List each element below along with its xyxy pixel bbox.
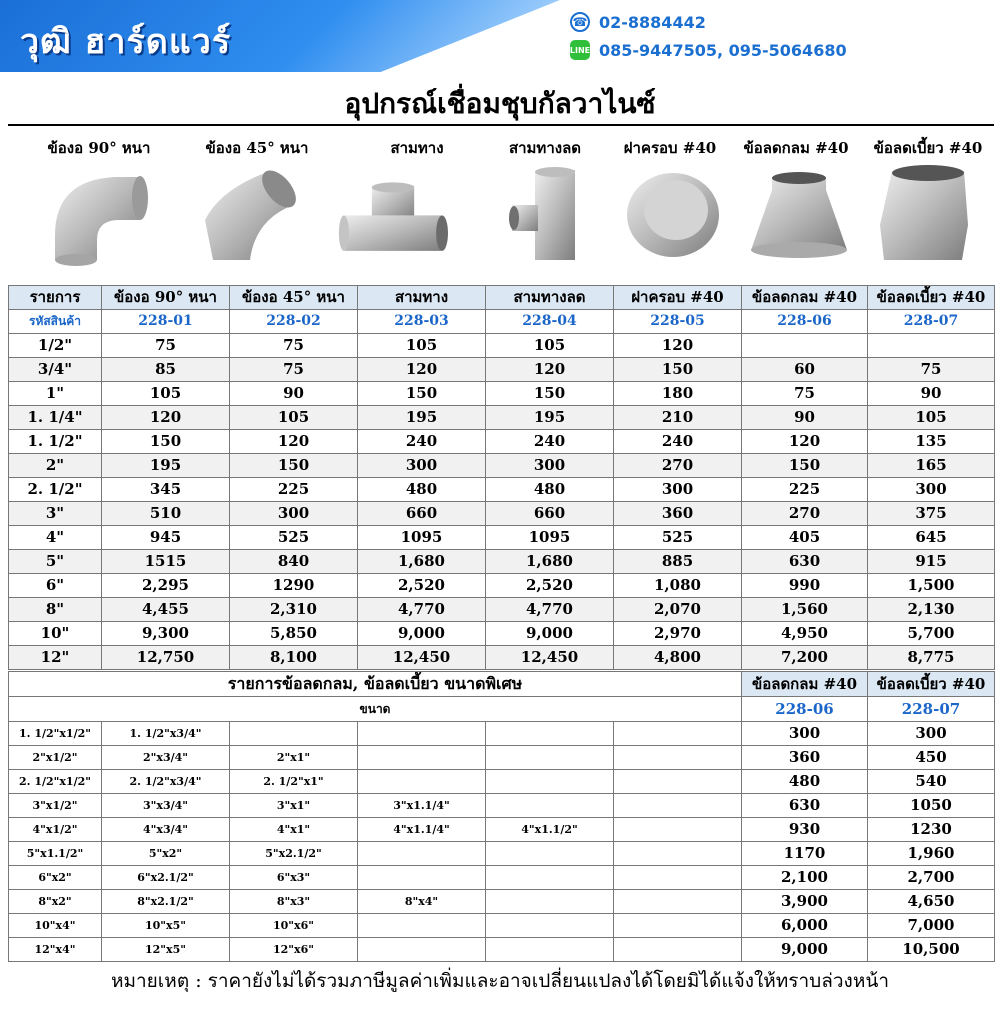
column-header: รายการ	[9, 286, 102, 310]
size-cell: 1"	[9, 382, 102, 406]
table-row	[9, 478, 995, 502]
table-row	[9, 382, 995, 406]
price-cell: 480	[742, 770, 868, 794]
price-cell: 150	[230, 454, 358, 478]
reducer-size-cell	[358, 770, 486, 794]
product-code: 228-06	[742, 310, 868, 334]
price-cell: 9,300	[102, 622, 230, 646]
reducer-size-cell: 4"x1.1/4"	[358, 818, 486, 842]
reducer-size-cell	[486, 794, 614, 818]
elbow-45-image	[195, 165, 305, 270]
reducer-size-cell	[614, 722, 742, 746]
product-code: 228-04	[486, 310, 614, 334]
price-cell: 120	[358, 358, 486, 382]
size-cell: 4"	[9, 526, 102, 550]
price-cell: 450	[868, 746, 995, 770]
reducer-size-cell: 8"x2"	[9, 890, 102, 914]
price-cell: 2,295	[102, 574, 230, 598]
special-header-row	[9, 672, 995, 697]
price-cell: 225	[742, 478, 868, 502]
price-cell: 105	[230, 406, 358, 430]
page-title: อุปกรณ์เชื่อมชุบกัลวาไนซ์	[344, 87, 656, 120]
column-header: สามทางลด	[486, 286, 614, 310]
price-cell: 2,070	[614, 598, 742, 622]
price-cell: 300	[486, 454, 614, 478]
price-cell: 360	[742, 746, 868, 770]
price-cell: 240	[486, 430, 614, 454]
price-cell: 1170	[742, 842, 868, 866]
price-cell: 1095	[358, 526, 486, 550]
price-cell: 4,770	[358, 598, 486, 622]
price-cell: 120	[614, 334, 742, 358]
reducer-size-cell: 8"x3"	[230, 890, 358, 914]
price-cell: 12,450	[358, 646, 486, 670]
reducer-size-cell	[230, 722, 358, 746]
price-cell: 240	[614, 430, 742, 454]
reducer-size-cell: 3"x3/4"	[102, 794, 230, 818]
price-cell: 525	[230, 526, 358, 550]
price-cell: 885	[614, 550, 742, 574]
reducer-size-cell	[614, 794, 742, 818]
table-row	[9, 818, 995, 842]
price-cell: 300	[230, 502, 358, 526]
reducer-size-cell: 10"x5"	[102, 914, 230, 938]
price-cell: 2,520	[486, 574, 614, 598]
size-cell: 6"	[9, 574, 102, 598]
product-code: 228-05	[614, 310, 742, 334]
size-cell: 12"	[9, 646, 102, 670]
reducer-size-cell: 3"x1.1/4"	[358, 794, 486, 818]
table-row	[9, 406, 995, 430]
price-cell: 480	[358, 478, 486, 502]
line-app-icon: LINE	[570, 40, 590, 60]
price-cell: 990	[742, 574, 868, 598]
reducer-size-cell	[358, 866, 486, 890]
reducer-size-cell: 3"x1"	[230, 794, 358, 818]
size-cell: 3"	[9, 502, 102, 526]
price-cell: 270	[742, 502, 868, 526]
reducer-size-cell: 6"x3"	[230, 866, 358, 890]
table-row	[9, 746, 995, 770]
size-cell: 1/2"	[9, 334, 102, 358]
table-row	[9, 550, 995, 574]
price-cell: 630	[742, 550, 868, 574]
elbow-90-image	[45, 165, 155, 270]
price-cell: 120	[742, 430, 868, 454]
size-cell: 10"	[9, 622, 102, 646]
product-code: 228-07	[868, 697, 995, 722]
reducer-size-cell	[358, 914, 486, 938]
product-label: ข้อลดเบี้ยว #40	[873, 139, 983, 157]
special-size-table	[8, 671, 995, 962]
table-row	[9, 794, 995, 818]
contact-phone	[570, 12, 706, 32]
price-cell: 90	[868, 382, 995, 406]
table-row	[9, 334, 995, 358]
reducer-size-cell	[486, 866, 614, 890]
column-header: ข้อลดกลม #40	[742, 286, 868, 310]
price-cell: 4,950	[742, 622, 868, 646]
table-header-row	[9, 286, 995, 310]
reducer-size-cell	[486, 770, 614, 794]
size-cell: 5"	[9, 550, 102, 574]
price-cell: 90	[742, 406, 868, 430]
price-cell: 9,000	[742, 938, 868, 962]
price-cell: 300	[868, 722, 995, 746]
phone-icon: ☎	[570, 12, 590, 32]
price-cell: 1,500	[868, 574, 995, 598]
table-row	[9, 502, 995, 526]
price-cell: 10,500	[868, 938, 995, 962]
table-row	[9, 722, 995, 746]
price-cell: 12,450	[486, 646, 614, 670]
table-row	[9, 358, 995, 382]
footnote: หมายเหตุ : ราคายังไม่ได้รวมภาษีมูลค่าเพิ่มและอาจเปลี่ยนแปลงได้โดยมิได้แจ้งให้ทราบล่วงหน้า	[110, 970, 890, 992]
reducing-tee-image	[500, 165, 610, 270]
product-code: 228-01	[102, 310, 230, 334]
price-cell: 120	[486, 358, 614, 382]
reducer-size-cell: 2"x1"	[230, 746, 358, 770]
price-cell: 150	[486, 382, 614, 406]
table-row	[9, 574, 995, 598]
price-cell: 1,960	[868, 842, 995, 866]
price-cell	[742, 334, 868, 358]
price-cell: 105	[102, 382, 230, 406]
table-row	[9, 646, 995, 670]
reducer-size-cell: 12"x6"	[230, 938, 358, 962]
column-header: ข้องอ 90° หนา	[102, 286, 230, 310]
price-cell: 4,455	[102, 598, 230, 622]
product-code: 228-07	[868, 310, 995, 334]
table-row	[9, 430, 995, 454]
reducer-size-cell: 5"x1.1/2"	[9, 842, 102, 866]
column-header: ข้อลดเบี้ยว #40	[868, 286, 995, 310]
table-row	[9, 890, 995, 914]
price-cell: 2,130	[868, 598, 995, 622]
price-cell: 2,700	[868, 866, 995, 890]
price-cell: 195	[358, 406, 486, 430]
size-label: ขนาด	[9, 697, 742, 722]
phone-number: 02-8884442	[599, 12, 706, 32]
price-cell: 60	[742, 358, 868, 382]
price-cell: 210	[614, 406, 742, 430]
price-cell: 75	[102, 334, 230, 358]
price-cell: 135	[868, 430, 995, 454]
reducer-size-cell: 4"x1.1/2"	[486, 818, 614, 842]
price-cell: 150	[614, 358, 742, 382]
price-cell: 195	[102, 454, 230, 478]
reducer-size-cell	[614, 938, 742, 962]
price-cell: 360	[614, 502, 742, 526]
price-cell: 1,680	[358, 550, 486, 574]
product-code-row	[9, 310, 995, 334]
price-cell: 1,680	[486, 550, 614, 574]
concentric-reducer-image	[744, 165, 854, 270]
reducer-size-cell	[486, 914, 614, 938]
price-cell: 8,100	[230, 646, 358, 670]
price-cell: 75	[742, 382, 868, 406]
reducer-size-cell: 6"x2.1/2"	[102, 866, 230, 890]
reducer-size-cell: 8"x2.1/2"	[102, 890, 230, 914]
price-cell: 2,310	[230, 598, 358, 622]
reducer-size-cell: 10"x4"	[9, 914, 102, 938]
column-header: ฝาครอบ #40	[614, 286, 742, 310]
price-cell: 240	[358, 430, 486, 454]
special-code-row	[9, 697, 995, 722]
reducer-size-cell: 2. 1/2"x1"	[230, 770, 358, 794]
price-cell: 75	[230, 358, 358, 382]
price-cell: 150	[358, 382, 486, 406]
table-row	[9, 938, 995, 962]
size-cell: 1. 1/2"	[9, 430, 102, 454]
price-cell: 180	[614, 382, 742, 406]
price-cell: 2,970	[614, 622, 742, 646]
price-cell: 9,000	[486, 622, 614, 646]
reducer-size-cell: 2"x3/4"	[102, 746, 230, 770]
table-row	[9, 622, 995, 646]
reducer-size-cell	[614, 818, 742, 842]
reducer-size-cell	[614, 842, 742, 866]
size-cell: 1. 1/4"	[9, 406, 102, 430]
column-header: ข้อลดเบี้ยว #40	[868, 672, 995, 697]
price-cell: 165	[868, 454, 995, 478]
size-cell: 2. 1/2"	[9, 478, 102, 502]
reducer-size-cell: 10"x6"	[230, 914, 358, 938]
price-cell: 7,200	[742, 646, 868, 670]
mobile-numbers: 085-9447505, 095-5064680	[599, 40, 847, 60]
divider	[8, 124, 994, 126]
table-row	[9, 866, 995, 890]
price-cell: 300	[742, 722, 868, 746]
price-cell: 2,520	[358, 574, 486, 598]
price-cell: 150	[102, 430, 230, 454]
reducer-size-cell	[486, 746, 614, 770]
reducer-size-cell	[614, 866, 742, 890]
price-cell: 75	[868, 358, 995, 382]
product-code: 228-02	[230, 310, 358, 334]
price-cell: 1290	[230, 574, 358, 598]
price-cell: 930	[742, 818, 868, 842]
price-cell: 1050	[868, 794, 995, 818]
brand-logo: วุฒิ ฮาร์ดแวร์	[20, 22, 232, 62]
code-label: รหัสสินค้า	[9, 310, 102, 334]
price-cell: 4,650	[868, 890, 995, 914]
reducer-size-cell	[358, 746, 486, 770]
price-cell: 105	[486, 334, 614, 358]
reducer-size-cell: 6"x2"	[9, 866, 102, 890]
price-cell: 150	[742, 454, 868, 478]
table-row	[9, 454, 995, 478]
size-cell: 3/4"	[9, 358, 102, 382]
price-cell: 4,770	[486, 598, 614, 622]
reducer-size-cell: 4"x1/2"	[9, 818, 102, 842]
price-cell: 195	[486, 406, 614, 430]
price-cell: 945	[102, 526, 230, 550]
eccentric-reducer-image	[870, 165, 980, 270]
price-cell	[868, 334, 995, 358]
special-title: รายการข้อลดกลม, ข้อลดเบี้ยว ขนาดพิเศษ	[9, 672, 742, 697]
product-label: สามทาง	[390, 139, 444, 157]
product-code: 228-03	[358, 310, 486, 334]
reducer-size-cell: 5"x2.1/2"	[230, 842, 358, 866]
price-cell: 1,560	[742, 598, 868, 622]
price-cell: 660	[486, 502, 614, 526]
price-cell: 300	[614, 478, 742, 502]
price-cell: 8,775	[868, 646, 995, 670]
table-row	[9, 914, 995, 938]
price-cell: 525	[614, 526, 742, 550]
price-cell: 3,900	[742, 890, 868, 914]
product-code: 228-06	[742, 697, 868, 722]
reducer-size-cell	[614, 770, 742, 794]
reducer-size-cell	[358, 938, 486, 962]
price-cell: 630	[742, 794, 868, 818]
reducer-size-cell	[486, 842, 614, 866]
price-cell: 840	[230, 550, 358, 574]
reducer-size-cell	[486, 938, 614, 962]
price-cell: 540	[868, 770, 995, 794]
price-cell: 85	[102, 358, 230, 382]
price-cell: 1230	[868, 818, 995, 842]
product-label: ข้อลดกลม #40	[743, 139, 849, 157]
table-row	[9, 842, 995, 866]
price-cell: 5,700	[868, 622, 995, 646]
price-cell: 6,000	[742, 914, 868, 938]
price-cell: 645	[868, 526, 995, 550]
price-cell: 480	[486, 478, 614, 502]
price-cell: 90	[230, 382, 358, 406]
price-cell: 660	[358, 502, 486, 526]
price-cell: 1,080	[614, 574, 742, 598]
reducer-size-cell	[486, 722, 614, 746]
product-label: ข้องอ 45° หนา	[205, 139, 309, 157]
product-label: ฝาครอบ #40	[623, 139, 717, 157]
reducer-size-cell: 3"x1/2"	[9, 794, 102, 818]
product-label: สามทางลด	[508, 139, 582, 157]
reducer-size-cell: 1. 1/2"x1/2"	[9, 722, 102, 746]
price-cell: 1515	[102, 550, 230, 574]
price-cell: 105	[868, 406, 995, 430]
price-cell: 510	[102, 502, 230, 526]
reducer-size-cell	[614, 746, 742, 770]
cap-image	[618, 165, 728, 270]
reducer-size-cell	[486, 890, 614, 914]
reducer-size-cell	[358, 722, 486, 746]
price-cell: 915	[868, 550, 995, 574]
size-cell: 8"	[9, 598, 102, 622]
reducer-size-cell: 2. 1/2"x1/2"	[9, 770, 102, 794]
reducer-size-cell: 12"x4"	[9, 938, 102, 962]
reducer-size-cell: 5"x2"	[102, 842, 230, 866]
reducer-size-cell: 12"x5"	[102, 938, 230, 962]
product-label: ข้องอ 90° หนา	[47, 139, 151, 157]
price-cell: 345	[102, 478, 230, 502]
price-cell: 4,800	[614, 646, 742, 670]
price-cell: 405	[742, 526, 868, 550]
price-cell: 2,100	[742, 866, 868, 890]
price-cell: 225	[230, 478, 358, 502]
price-cell: 9,000	[358, 622, 486, 646]
price-table	[8, 285, 995, 670]
price-cell: 375	[868, 502, 995, 526]
reducer-size-cell: 4"x1"	[230, 818, 358, 842]
reducer-size-cell	[614, 890, 742, 914]
header	[0, 0, 1000, 75]
price-cell: 300	[358, 454, 486, 478]
tee-image	[338, 165, 448, 270]
table-row	[9, 770, 995, 794]
price-cell: 12,750	[102, 646, 230, 670]
contact-mobile	[570, 40, 847, 60]
price-cell: 105	[358, 334, 486, 358]
reducer-size-cell	[614, 914, 742, 938]
price-cell: 270	[614, 454, 742, 478]
price-cell: 1095	[486, 526, 614, 550]
column-header: ข้องอ 45° หนา	[230, 286, 358, 310]
reducer-size-cell	[358, 842, 486, 866]
column-header: สามทาง	[358, 286, 486, 310]
price-cell: 75	[230, 334, 358, 358]
reducer-size-cell: 2"x1/2"	[9, 746, 102, 770]
table-row	[9, 526, 995, 550]
price-cell: 300	[868, 478, 995, 502]
reducer-size-cell: 1. 1/2"x3/4"	[102, 722, 230, 746]
column-header: ข้อลดกลม #40	[742, 672, 868, 697]
size-cell: 2"	[9, 454, 102, 478]
price-cell: 7,000	[868, 914, 995, 938]
reducer-size-cell: 8"x4"	[358, 890, 486, 914]
price-cell: 120	[230, 430, 358, 454]
reducer-size-cell: 4"x3/4"	[102, 818, 230, 842]
reducer-size-cell: 2. 1/2"x3/4"	[102, 770, 230, 794]
price-cell: 120	[102, 406, 230, 430]
table-row	[9, 598, 995, 622]
price-cell: 5,850	[230, 622, 358, 646]
